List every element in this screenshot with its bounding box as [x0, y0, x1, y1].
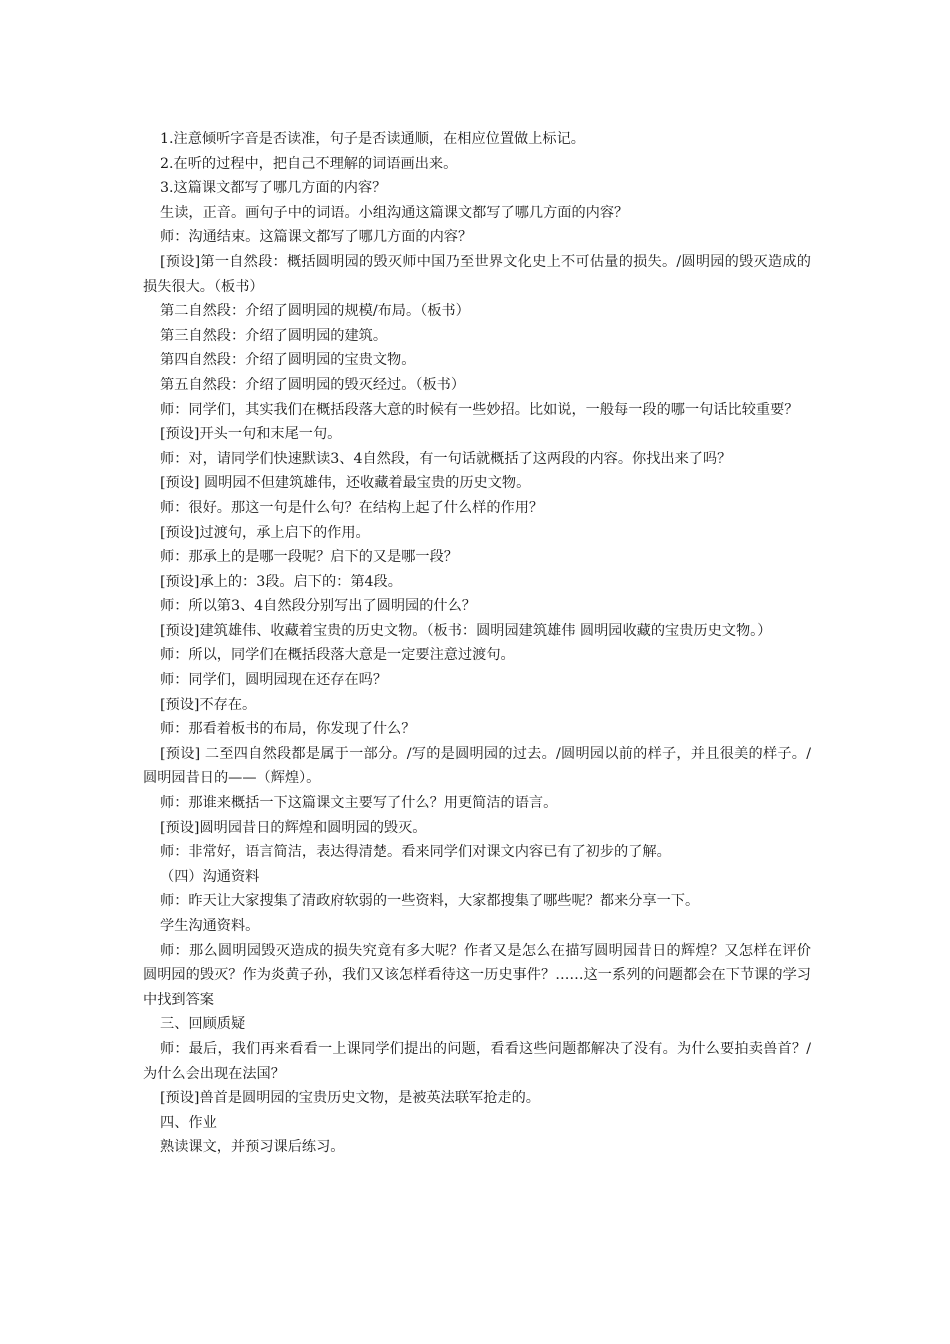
paragraph: 1.注意倾听字音是否读准，句子是否读通顺，在相应位置做上标记。	[160, 131, 585, 147]
paragraph: 师：很好。那这一句是什么句？在结构上起了什么样的作用？	[160, 499, 544, 516]
paragraph: [预设] 二至四自然段都是属于一部分。/写的是圆明园的过去。/圆明园以前的样子，并且很美的样子。/圆明园昔日的——（辉煌）。	[143, 745, 811, 787]
paragraph: 第五自然段：介绍了圆明园的毁灭经过。（板书）	[160, 376, 466, 393]
paragraph: 师：同学们，圆明园现在还存在吗？	[160, 672, 388, 689]
paragraph: 师：那么圆明园毁灭造成的损失究竟有多大呢？作者又是怎么在描写圆明园昔日的辉煌？又怎样在评价圆明园的毁灭？作为炎黄子孙，我们又该怎样看待这一历史事件？……这一系列的问题都会在下节课的学习中找到答案	[143, 942, 811, 1008]
paragraph: 3.这篇课文都写了哪几方面的内容？	[160, 180, 387, 197]
paragraph: 师：所以第3、4自然段分别写出了圆明园的什么？	[160, 598, 476, 615]
paragraph: 第二自然段：介绍了圆明园的规模/布局。（板书）	[160, 303, 470, 320]
paragraph: [预设] 圆明园不但建筑雄伟，还收藏着最宝贵的历史文物。	[160, 475, 531, 492]
paragraph: 师：那看着板书的布局，你发现了什么？	[160, 721, 416, 738]
paragraph: 师：昨天让大家搜集了清政府软弱的一些资料，大家都搜集了哪些呢？都来分享一下。	[160, 893, 700, 910]
paragraph: [预设]承上的：3段。启下的：第4段。	[160, 573, 402, 590]
paragraph: [预设]圆明园昔日的辉煌和圆明园的毁灭。	[160, 819, 427, 836]
paragraph: 师：非常好，语言简洁，表达得清楚。看来同学们对课文内容已有了初步的了解。	[160, 844, 671, 861]
paragraph: [预设]开头一句和末尾一句。	[160, 426, 342, 443]
paragraph: 师：对，请同学们快速默读3、4自然段，有一句话就概括了这两段的内容。你找出来了吗？	[160, 450, 732, 467]
paragraph: 学生沟通资料。	[160, 918, 260, 934]
paragraph: 熟读课文，并预习课后练习。	[160, 1139, 345, 1156]
paragraph: 第三自然段：介绍了圆明园的建筑。	[160, 327, 388, 344]
paragraph: [预设]不存在。	[160, 696, 257, 713]
section-heading: 三、回顾质疑	[160, 1016, 246, 1033]
document-body	[143, 127, 811, 1160]
paragraph: [预设]建筑雄伟、收藏着宝贵的历史文物。（板书：圆明园建筑雄伟 圆明园收藏的宝贵历史文物。）	[160, 622, 772, 639]
paragraph: 师：最后，我们再来看看一上课同学们提出的问题，看看这些问题都解决了没有。为什么要拍卖兽首？/为什么会出现在法国？	[143, 1040, 811, 1082]
section-heading: 四、作业	[160, 1114, 217, 1131]
paragraph: [预设]兽首是圆明园的宝贵历史文物，是被英法联军抢走的。	[160, 1090, 540, 1107]
paragraph: 师：那承上的是哪一段呢？启下的又是哪一段？	[160, 549, 458, 566]
paragraph: 第四自然段：介绍了圆明园的宝贵文物。	[160, 352, 416, 369]
paragraph: 2.在听的过程中，把自己不理解的词语画出来。	[160, 155, 458, 172]
paragraph: [预设]过渡句，承上启下的作用。	[160, 524, 370, 541]
paragraph: [预设]第一自然段：概括圆明园的毁灭师中国乃至世界文化史上不可估量的损失。/圆明园的毁灭造成的损失很大。（板书）	[143, 253, 811, 295]
paragraph: 师：那谁来概括一下这篇课文主要写了什么？用更简洁的语言。	[160, 795, 558, 812]
paragraph: 师：沟通结束。这篇课文都写了哪几方面的内容？	[160, 229, 473, 246]
paragraph: 师：同学们，其实我们在概括段落大意的时候有一些妙招。比如说，一般每一段的哪一句话比较重要？	[160, 401, 799, 418]
section-heading: （四）沟通资料	[160, 868, 260, 885]
paragraph: 师：所以，同学们在概括段落大意是一定要注意过渡句。	[160, 647, 515, 664]
paragraph: 生读，正音。画句子中的词语。小组沟通这篇课文都写了哪几方面的内容？	[160, 204, 629, 221]
